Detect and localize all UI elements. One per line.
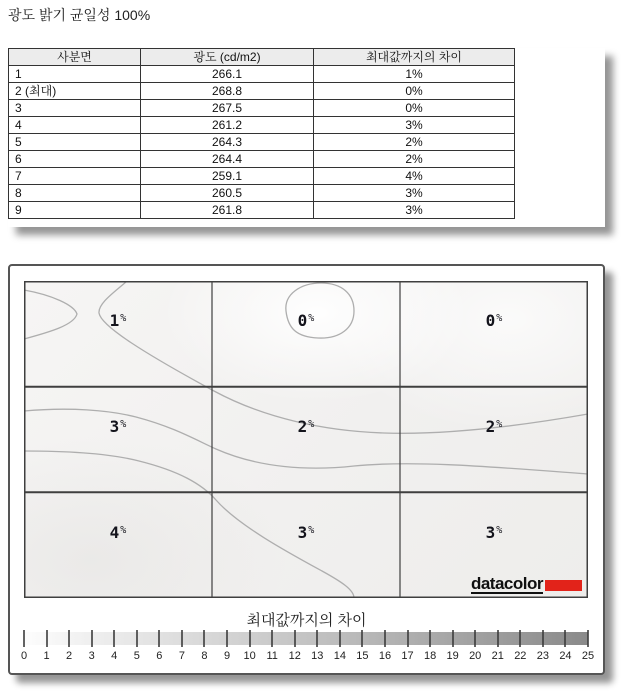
scale-tick-label: 0 [20,650,28,662]
scale-caption: 최대값까지의 차이 [246,612,367,629]
table-cell: 267.5 [141,100,314,117]
scale-tick-label: 5 [133,650,140,662]
map-cell-percent-label: 1% [109,311,127,331]
table-cell: 0% [314,100,515,117]
table-cell: 260.5 [141,185,314,202]
table-row [9,117,515,134]
scale-tick [564,630,566,647]
table-cell: 264.3 [141,134,314,151]
table-row [9,185,515,202]
scale-tick-label: 8 [201,650,208,662]
map-cell-percent-label: 3% [297,522,315,542]
scale-tick-label: 9 [223,650,231,662]
map-cell-percent-label: 3% [485,522,503,542]
uniformity-map-panel [8,264,605,675]
map-cell-percent-label: 2% [297,417,315,436]
table-row [9,134,515,151]
map-cell [24,387,212,493]
map-cell-percent-label: 0% [485,311,503,331]
scale-tick [294,630,296,647]
scale-tick-label: 4 [111,650,118,662]
table-cell: 1% [314,66,515,83]
scale-tick-label: 21 [491,650,504,662]
scale-tick [226,630,228,647]
scale-tick [587,630,589,647]
luminance-table-panel [8,48,605,227]
map-cell-percent-label: 0% [297,311,315,331]
map-cell [400,387,588,493]
datacolor-logo [471,576,582,594]
table-cell: 1 [9,66,141,83]
scale-tick-label: 18 [423,650,437,662]
scale-tick-label: 23 [536,650,549,662]
scale-tick [519,630,521,647]
scale-tick [23,630,25,647]
table-cell: 2% [314,134,515,151]
table-cell: 4% [314,168,515,185]
map-cell-percent-label: 2% [485,417,503,436]
scale-tick [361,630,363,647]
table-cell: 261.2 [141,117,314,134]
scale-tick-label: 25 [581,650,595,662]
gradient-scale-bar [24,632,588,645]
table-cell: 2 (최대) [9,83,141,100]
table-cell: 9 [9,202,141,219]
table-cell: 259.1 [141,168,314,185]
map-cell-percent-label: 4% [109,522,127,542]
table-cell: 4 [9,117,141,134]
scale-tick [203,630,205,647]
uniformity-contour-plot [24,281,588,598]
scale-tick-label: 19 [446,650,459,662]
table-cell: 3% [314,202,515,219]
scale-tick [136,630,138,647]
col-header-diff: 최대값까지의 차이 [314,49,515,66]
scale-tick-label: 7 [178,650,185,662]
col-header-luminance: 광도 (cd/m2) [141,49,314,66]
scale-tick [407,630,409,647]
table-cell: 261.8 [141,202,314,219]
table-cell: 0% [314,83,515,100]
scale-tick [384,630,386,647]
table-cell: 264.4 [141,151,314,168]
scale-tick-label: 17 [401,650,414,662]
table-cell: 8 [9,185,141,202]
scale-tick-label: 16 [378,650,392,662]
map-cell [24,281,212,387]
scale-tick [181,630,183,647]
scale-tick [271,630,273,647]
scale-tick [91,630,93,647]
map-cell [212,493,400,599]
table-cell: 268.8 [141,83,314,100]
col-header-quadrant: 사분면 [9,49,141,66]
map-cell [212,281,400,387]
table-cell: 266.1 [141,66,314,83]
table-cell: 2% [314,151,515,168]
table-row [9,202,515,219]
scale-tick [249,630,251,647]
scale-tick [542,630,544,647]
scale-tick-label: 10 [243,650,256,662]
table-row [9,100,515,117]
scale-tick-label: 14 [333,650,346,662]
map-cell [400,281,588,387]
table-row [9,151,515,168]
map-cell [212,387,400,493]
scale-tick-label: 13 [311,650,324,662]
scale-tick-label: 3 [88,650,95,662]
scale-tick-label: 15 [356,650,369,662]
datacolor-logo-text: datacolor [470,574,543,593]
table-row [9,66,515,83]
scale-tick [68,630,70,647]
table-row [9,168,515,185]
luminance-table [8,48,515,219]
scale-tick [497,630,499,647]
scale-tick [113,630,115,647]
table-cell: 3 [9,100,141,117]
table-header-row [9,49,515,66]
logo-red-bar [545,580,582,591]
scale-tick [339,630,341,647]
table-row [9,83,515,100]
scale-tick-label: 11 [266,650,278,662]
scale-tick-label: 12 [288,650,301,662]
page-title: 광도 밝기 균일성 100% [8,7,151,23]
scale-tick-label: 20 [469,650,482,662]
scale-tick-label: 24 [559,650,572,662]
map-cell [24,493,212,599]
scale-tick [429,630,431,647]
map-cell-percent-label: 3% [109,417,127,436]
scale-tick [158,630,160,647]
table-cell: 3% [314,185,515,202]
table-cell: 5 [9,134,141,151]
scale-tick-label: 22 [514,650,527,662]
scale-tick-label: 6 [156,650,163,662]
table-cell: 7 [9,168,141,185]
table-cell: 6 [9,151,141,168]
scale-tick [46,630,48,647]
scale-tick [316,630,318,647]
scale-tick-label: 2 [66,650,73,662]
scale-tick-label: 1 [43,650,50,662]
cell-labels [24,281,588,598]
scale-tick [474,630,476,647]
scale-tick [452,630,454,647]
table-cell: 3% [314,117,515,134]
